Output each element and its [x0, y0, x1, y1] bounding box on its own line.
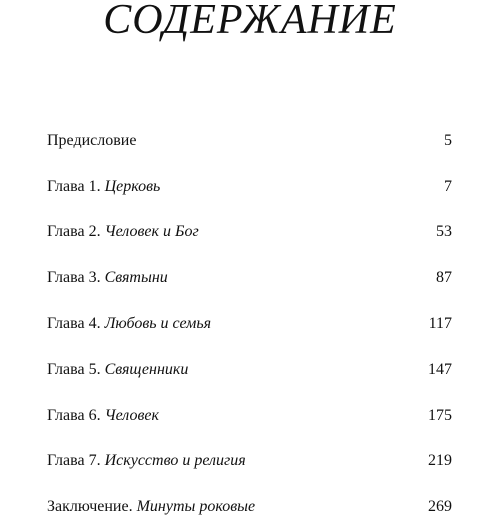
- toc-entry-page: 5: [444, 131, 452, 149]
- toc-entry-label: [47, 131, 136, 151]
- toc-entry-page: 147: [428, 360, 452, 378]
- toc-entry-subtitle: Человек: [104, 406, 160, 424]
- toc-entry-page: 175: [428, 406, 452, 424]
- toc-entry-prefix: Глава 7.: [47, 452, 101, 470]
- toc-entry-subtitle: Любовь и семья: [104, 315, 212, 333]
- toc-entry-subtitle: Человек и Бог: [104, 223, 199, 241]
- toc-entry-prefix: Глава 1.: [47, 177, 101, 195]
- toc-entry-label: [47, 406, 159, 426]
- toc-entry-label: [47, 222, 199, 242]
- toc-entry-label: [47, 451, 246, 471]
- toc-entry-prefix: Глава 4.: [47, 315, 101, 333]
- toc-entry-label: [47, 360, 188, 380]
- toc-entry-page: 7: [444, 177, 452, 195]
- toc-entry-prefix: Глава 6.: [47, 406, 101, 424]
- toc-entry-page: 219: [428, 452, 452, 470]
- toc-entry-conclusion[interactable]: [47, 484, 452, 530]
- toc-entry-subtitle: Святыни: [104, 269, 168, 287]
- toc-entry-chapter-3[interactable]: [47, 255, 452, 301]
- toc-entry-preface[interactable]: [47, 118, 452, 164]
- toc-entry-prefix: Предисловие: [47, 131, 137, 149]
- toc-entry-label: [47, 177, 160, 197]
- toc-entry-prefix: Глава 2.: [47, 223, 101, 241]
- toc-entry-subtitle: Искусство и религия: [104, 452, 246, 470]
- toc-entry-prefix: Заключение.: [47, 498, 133, 516]
- toc-entry-chapter-4[interactable]: [47, 301, 452, 347]
- toc-entry-prefix: Глава 3.: [47, 269, 101, 287]
- toc-entry-label: [47, 314, 211, 334]
- toc-entry-subtitle: Церковь: [104, 177, 161, 195]
- toc-entry-chapter-1[interactable]: [47, 164, 452, 210]
- toc-entry-page: 53: [436, 223, 452, 241]
- toc-entry-page: 269: [428, 498, 452, 516]
- toc-entry-page: 117: [428, 315, 452, 333]
- toc-entry-subtitle: Священники: [104, 360, 189, 378]
- toc-entry-label: [47, 268, 168, 288]
- toc-entry-chapter-2[interactable]: [47, 210, 452, 256]
- toc-entry-chapter-6[interactable]: [47, 393, 452, 439]
- toc-title: СОДЕРЖАНИЕ: [103, 0, 397, 43]
- toc-entry-chapter-7[interactable]: [47, 439, 452, 485]
- toc-entry-chapter-5[interactable]: [47, 347, 452, 393]
- toc-entry-prefix: Глава 5.: [47, 360, 101, 378]
- toc-list: [47, 118, 452, 530]
- toc-entry-page: 87: [436, 269, 452, 287]
- toc-entry-label: [47, 497, 255, 517]
- toc-entry-subtitle: Минуты роковые: [136, 498, 256, 516]
